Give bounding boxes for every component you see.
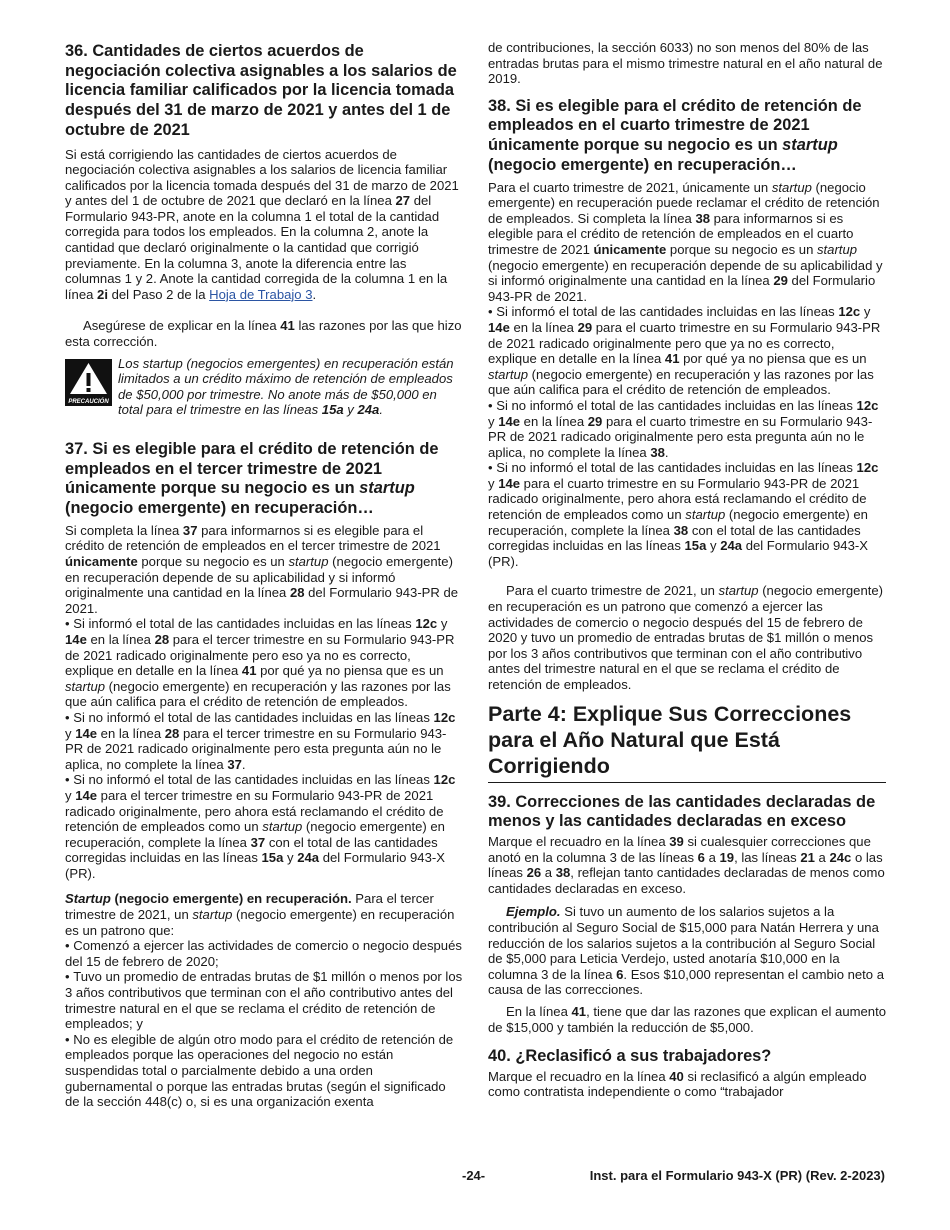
definition-item-1: • Comenzó a ejercer las actividades de comercio o negocio después del 15 de febrero de 2020; bbox=[65, 938, 463, 969]
svg-text:PRECAUCIÓN: PRECAUCIÓN bbox=[68, 398, 109, 405]
bullet-37-1: • Si informó el total de las cantidades incluidas en las líneas 12c y 14e en la línea 28 para el tercer trimestre en su Formulario 943-PR de 2021 radicado originalmente pero eso ya no es correcto, explique en detalle en la línea 41 por qué ya no piensa que es un startup (negocio emergente) en recuperación y las razones por las que aún califica para el crédito de retención de empleados. bbox=[65, 616, 463, 710]
part-4-heading: Parte 4: Explique Sus Correcciones para el Año Natural que Está Corrigiendo bbox=[488, 701, 886, 783]
heading-line-36: 36. Cantidades de ciertos acuerdos de negociación colectiva asignables a los salarios de licencia familiar calificados por la licencia tomada después del 31 de marzo de 2021 y antes del 1 de octubre de 2021 bbox=[65, 42, 457, 139]
paragraph-38-definition: Para el cuarto trimestre de 2021, un startup (negocio emergente) en recuperación es un patrono que comenzó a ejercer las actividades de comercio o negocio después del 15 de febrero de 2020 y tuvo un promedio de entradas brutas de $1 millón o menos por los 3 años contributivos que terminan con el año contributivo antes del trimestre natural en el que se reclama el crédito de retención de empleados. bbox=[488, 583, 884, 692]
bullet-38-1: • Si informó el total de las cantidades incluidas en las líneas 12c y 14e en la línea 29 para el cuarto trimestre en su Formulario 943-PR de 2021 radicado originalmente pero que ya no es correcto, explique en detalle en la línea 41 por qué ya no piensa que es un startup (negocio emergente) en recuperación y las razones por las que aún califica para el crédito de retención de empleados. bbox=[488, 304, 886, 398]
heading-line-40: 40. ¿Reclasificó a sus trabajadores? bbox=[488, 1047, 772, 1066]
page-number: -24- bbox=[462, 1168, 486, 1183]
heading-line-38: 38. Si es elegible para el crédito de retención de empleados en el cuarto trimestre de 2021 únicamente porque su negocio es un startup (negocio emergente) en recuperación… bbox=[488, 96, 862, 174]
bullet-37-3: • Si no informó el total de las cantidades incluidas en las líneas 12c y 14e para el tercer trimestre en su Formulario 943-PR de 2021 radicado originalmente, pero ahora está reclamando el crédito de retención de empleados como un startup (negocio emergente) en recuperación, complete la línea 37 con el total de las cantidades corregidas incluidas en las líneas 15a y 24a del Formulario 943-X (PR). bbox=[65, 772, 463, 881]
left-column bbox=[65, 40, 463, 1110]
definition-item-2: • Tuvo un promedio de entradas brutas de $1 millón o menos por los 3 años contributivos que terminan con el año contributivo antes del trimestre natural en el que se reclama el crédito de retención de empleados; y bbox=[65, 969, 463, 1031]
paragraph-36-explain: Asegúrese de explicar en la línea 41 las razones por las que hizo esta corrección. bbox=[65, 318, 462, 350]
caution-text: Los startup (negocios emergentes) en recuperación están limitados a un crédito máximo de retención de empleados de $50,000 por trimestre. No anote más de $50,000 en total para el trimestre en las líneas 15a y 24a. bbox=[118, 355, 454, 418]
example-paragraph: Ejemplo. Si tuvo un aumento de los salarios sujetos a la contribución al Seguro Social de $15,000 para Natán Herrera y una reducción de los salarios sujetos a la contribución al Seguro Social de $5,000 para Leticia Verdejo, usted anotaría $10,000 en la columna 3 de la línea 6. Esos $10,000 representan el cambio neto a causa de las correcciones. bbox=[488, 904, 885, 998]
paragraph-40: Marque el recuadro en la línea 40 si reclasificó a algún empleado como contratista independiente o como “trabajador bbox=[488, 1068, 867, 1100]
definition-item-3: • No es elegible de algún otro modo para el crédito de retención de empleados porque las operaciones del negocio no están suspendidas total o parcialmente debido a una orden gubernamental o porque las entradas brutas (según el significado de la sección 448(c) o, si es una organización exenta bbox=[65, 1032, 463, 1110]
bullet-38-2: • Si no informó el total de las cantidades incluidas en las líneas 12c y 14e en la línea 29 para el cuarto trimestre en su Formulario 943-PR de 2021 radicado originalmente pero esta pregunta aún no le aplica, no complete la línea 38. bbox=[488, 398, 886, 460]
paragraph-37: Si completa la línea 37 para informarnos si es elegible para el crédito de retención de empleados en el tercer trimestre de 2021 únicamente porque su negocio es un startup (negocio emergente) en recuperación depende de su aplicabilidad y si informó originalmente una cantidad en la línea 28 del Formulario 943-PR de 2021. bbox=[65, 522, 459, 616]
worksheet-3-link[interactable]: Hoja de Trabajo 3 bbox=[209, 286, 313, 302]
paragraph-36: Si está corrigiendo las cantidades de ciertos acuerdos de negociación colectiva asignables a los salarios de licencia familiar calificados por la licencia tomada después del 31 de marzo de 2021 y antes del 1 de octubre de 2021 que declaró en la línea 27 del Formulario 943-PR, anote en la columna 1 el total de la cantidad corregida para todos los empleados. En la columna 2, anote la cantidad que declaró originalmente o la cantidad que corrigió previamente. En la columna 3, anote la diferencia entre las columnas 1 y 2. Anote la cantidad corregida de la columna 1 en la línea 2i del Paso 2 de la Hoja de Trabajo 3. bbox=[65, 146, 459, 302]
paragraph-38: Para el cuarto trimestre de 2021, únicamente un startup (negocio emergente) en recuperación puede reclamar el crédito de retención de empleados. Si completa la línea 38 para informarnos si es elegible para el crédito de retención de empleados en el cuarto trimestre de 2021 únicamente porque su negocio es un startup (negocio emergente) en recuperación depende de su aplicabilidad y si informó originalmente una cantidad en la línea 29 del Formulario 943-PR de 2021. bbox=[488, 179, 883, 304]
caution-note bbox=[65, 356, 463, 418]
startup-definition: Startup (negocio emergente) en recuperación. Para el tercer trimestre de 2021, un startup (negocio emergente) en recuperación es un patrono que: bbox=[65, 891, 455, 938]
paragraph-39: Marque el recuadro en la línea 39 si cualesquier correcciones que anotó en la columna 3 de las líneas 6 a 19, las líneas 21 a 24c o las líneas 26 a 38, reflejan tanto cantidades declaradas de menos como cantidades declaradas en exceso. bbox=[488, 834, 885, 896]
continued-text: de contribuciones, la sección 6033) no son menos del 80% de las entradas brutas para el mismo trimestre natural en el año natural de 2019. bbox=[488, 40, 883, 87]
caution-triangle-icon bbox=[65, 359, 112, 406]
bullet-37-2: • Si no informó el total de las cantidades incluidas en las líneas 12c y 14e en la línea 28 para el tercer trimestre en su Formulario 943-PR de 2021 radicado originalmente pero esta pregunta aún no le aplica, no complete la línea 37. bbox=[65, 710, 463, 772]
heading-line-39: 39. Correcciones de las cantidades declaradas de menos y las cantidades declaradas en exceso bbox=[488, 792, 876, 831]
paragraph-39-reasons: En la línea 41, tiene que dar las razones que explican el aumento de $15,000 y también la reducción de $5,000. bbox=[488, 1003, 886, 1035]
bullet-38-3: • Si no informó el total de las cantidades incluidas en las líneas 12c y 14e para el cuarto trimestre en su Formulario 943-PR de 2021 radicado originalmente, pero ahora está reclamando el crédito de retención de empleados como un startup (negocio emergente) en recuperación, complete la línea 38 con el total de las cantidades corregidas incluidas en las líneas 15a y 24a del Formulario 943-X (PR). bbox=[488, 460, 886, 569]
heading-line-37: 37. Si es elegible para el crédito de retención de empleados en el tercer trimestre de 2021 únicamente porque su negocio es un startup (negocio emergente) en recuperación… bbox=[65, 440, 439, 518]
footer-title: Inst. para el Formulario 943-X (PR) (Rev. 2-2023) bbox=[589, 1168, 885, 1183]
right-column bbox=[488, 40, 886, 1100]
